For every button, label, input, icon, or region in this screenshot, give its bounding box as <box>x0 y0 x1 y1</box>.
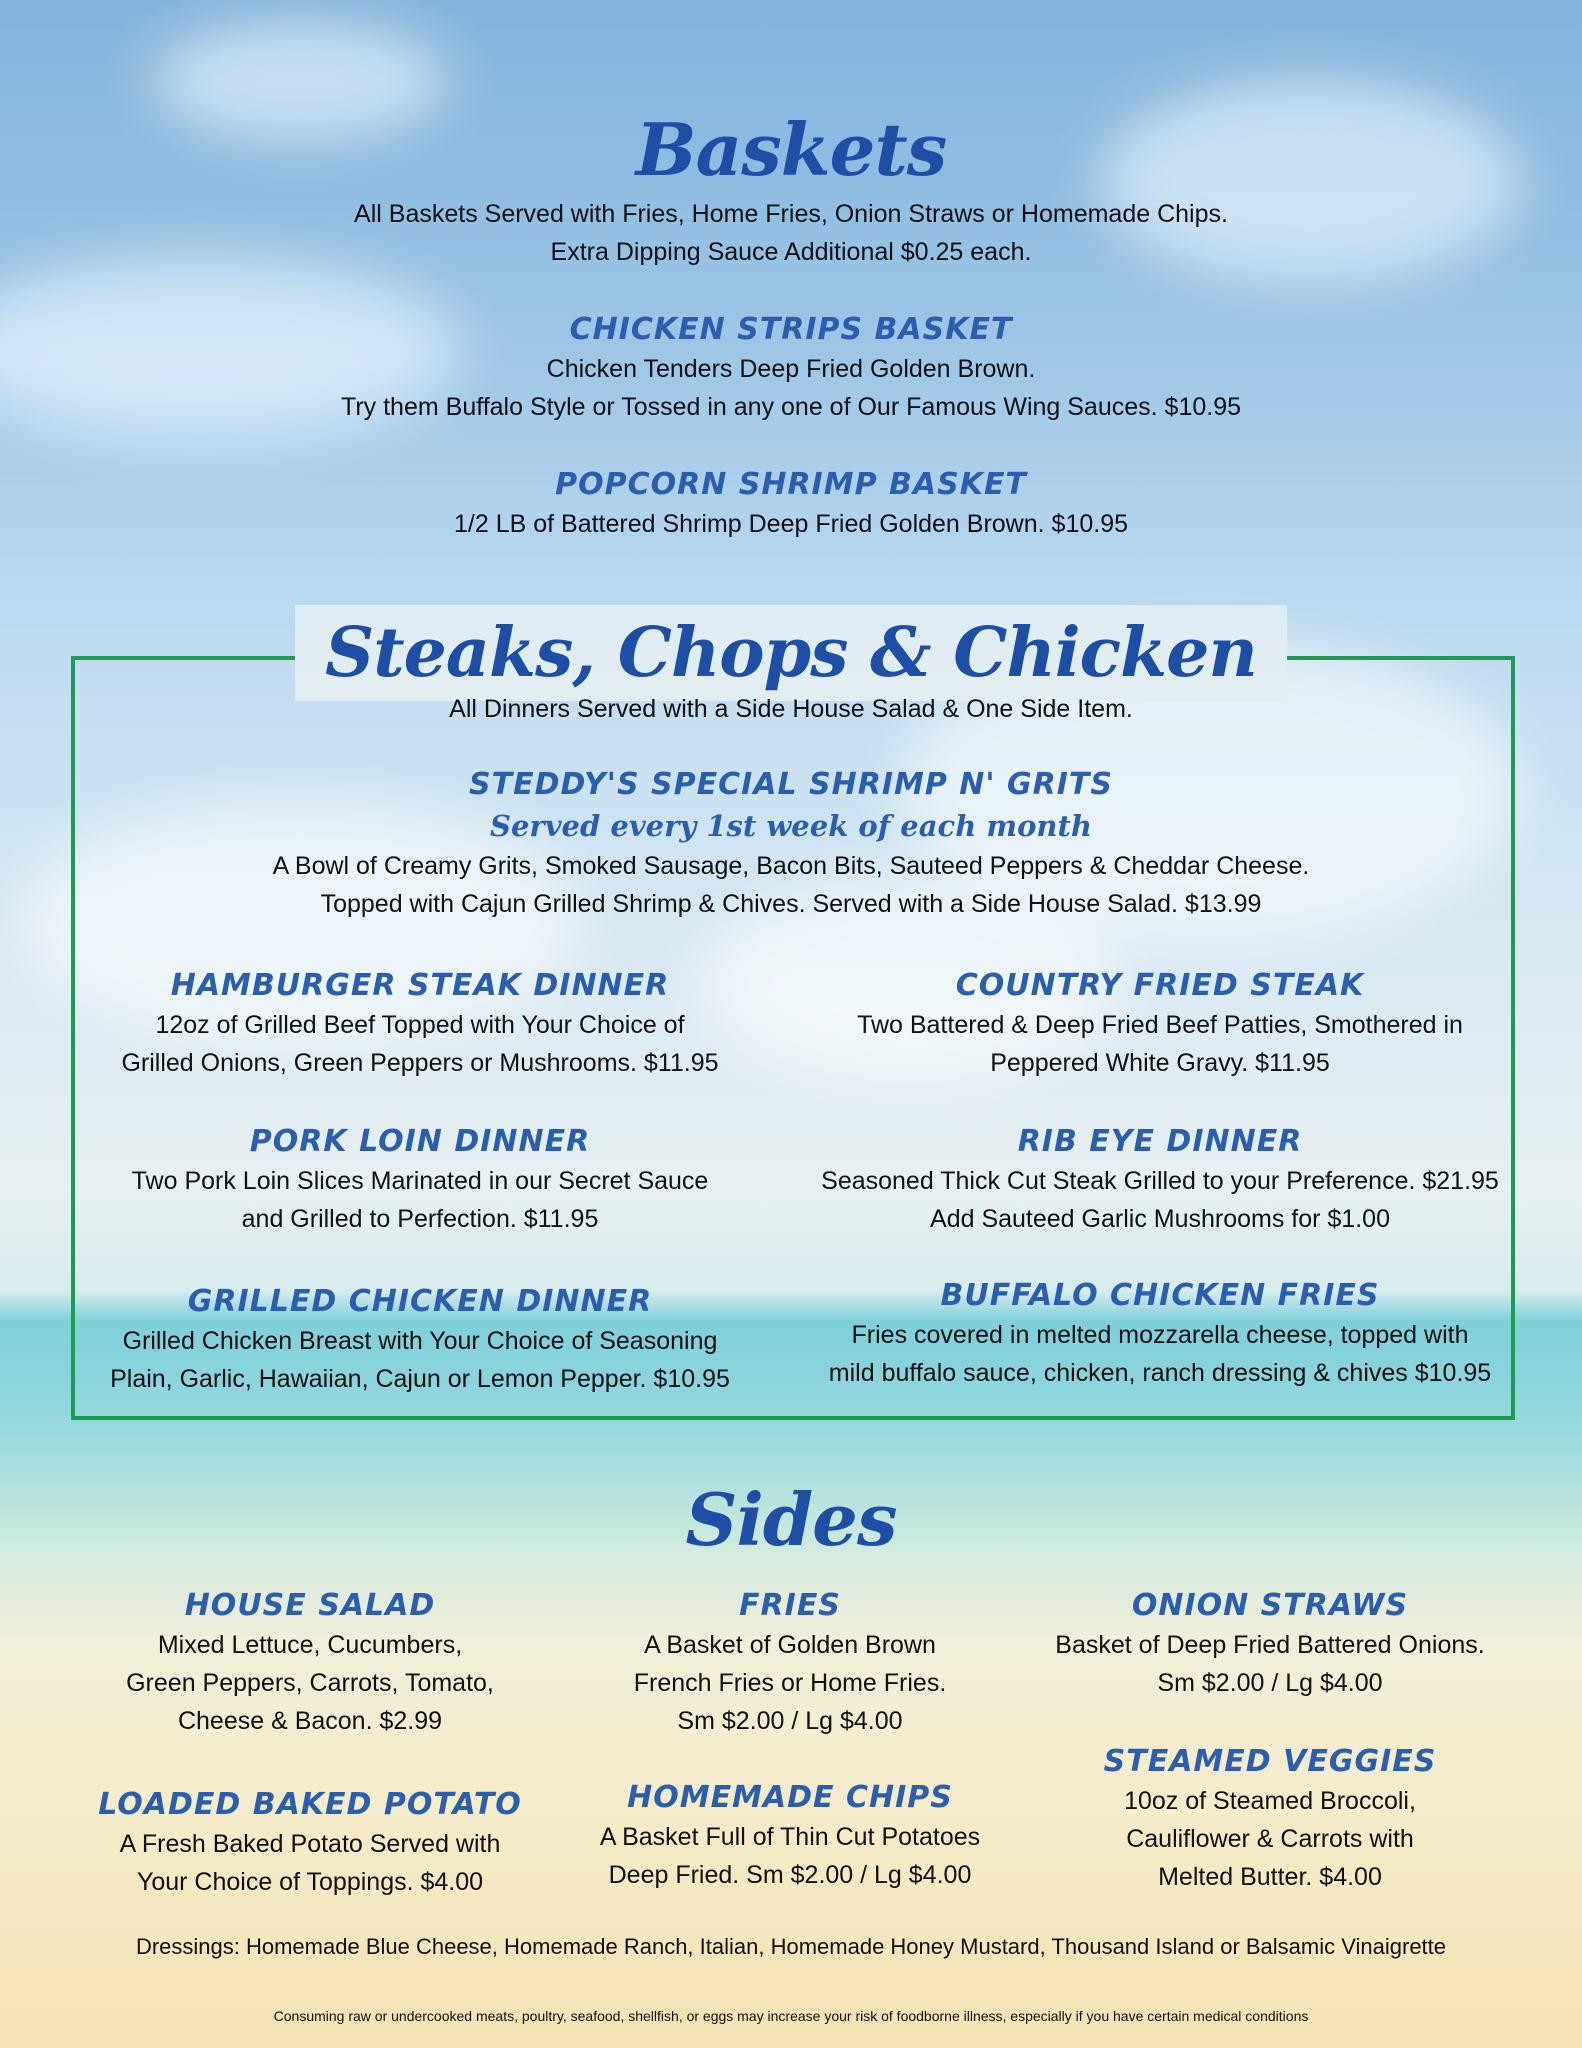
steaks-title-text: Steaks, Chops & Chicken <box>295 605 1287 701</box>
item-name: LOADED BAKED POTATO <box>98 1787 522 1822</box>
baskets-title: Baskets <box>635 107 947 192</box>
steaks-intro <box>0 690 1582 728</box>
item-desc: 10oz of Steamed Broccoli, <box>1124 1787 1416 1815</box>
special-desc: Topped with Cajun Grilled Shrimp & Chives. Served with a Side House Salad. $13.99 <box>320 890 1262 918</box>
item-name: POPCORN SHRIMP BASKET <box>555 467 1027 502</box>
item-desc: French Fries or Home Fries. <box>633 1669 947 1697</box>
item-desc: Green Peppers, Carrots, Tomato, <box>126 1669 494 1697</box>
menu-item <box>100 966 740 1082</box>
item-desc: A Fresh Baked Potato Served with <box>119 1830 501 1858</box>
item-desc: Grilled Onions, Green Peppers or Mushrooms. $11.95 <box>121 1049 719 1077</box>
item-name: PORK LOIN DINNER <box>249 1124 591 1159</box>
item-desc: Two Pork Loin Slices Marinated in our Secret Sauce <box>131 1167 709 1195</box>
menu-item <box>1030 1586 1510 1702</box>
item-desc: Seasoned Thick Cut Steak Grilled to your Preference. $21.95 <box>821 1167 1499 1195</box>
item-name: GRILLED CHICKEN DINNER <box>187 1284 653 1319</box>
item-desc: Your Choice of Toppings. $4.00 <box>136 1868 484 1896</box>
baskets-section <box>0 105 1582 271</box>
item-name: HOMEMADE CHIPS <box>627 1780 953 1815</box>
item-name: CHICKEN STRIPS BASKET <box>569 312 1013 347</box>
item-desc: A Basket Full of Thin Cut Potatoes <box>599 1823 981 1851</box>
baskets-intro-line: All Baskets Served with Fries, Home Fries, Onion Straws or Homemade Chips. <box>354 200 1228 228</box>
menu-item <box>0 310 1582 426</box>
menu-item <box>90 1586 530 1740</box>
menu-item <box>570 1586 1010 1740</box>
item-desc: Grilled Chicken Breast with Your Choice of Seasoning <box>122 1327 718 1355</box>
item-desc: Two Battered & Deep Fried Beef Patties, Smothered in <box>857 1011 1463 1039</box>
item-desc: mild buffalo sauce, chicken, ranch dressing & chives $10.95 <box>828 1359 1492 1387</box>
item-desc: Cauliflower & Carrots with <box>1126 1825 1414 1853</box>
menu-item <box>0 465 1582 543</box>
item-name: COUNTRY FRIED STEAK <box>955 968 1365 1003</box>
item-name: HAMBURGER STEAK DINNER <box>170 968 670 1003</box>
item-desc: Basket of Deep Fried Battered Onions. <box>1055 1631 1485 1659</box>
item-desc: Chicken Tenders Deep Fried Golden Brown. <box>546 355 1036 383</box>
item-name: ONION STRAWS <box>1131 1588 1409 1623</box>
sides-title-text: Sides <box>685 1477 897 1562</box>
item-desc: A Basket of Golden Brown <box>644 1631 936 1659</box>
item-desc: 1/2 LB of Battered Shrimp Deep Fried Golden Brown. $10.95 <box>454 510 1128 538</box>
disclaimer <box>0 2006 1582 2026</box>
item-name: FRIES <box>739 1588 841 1623</box>
special-desc: A Bowl of Creamy Grits, Smoked Sausage, Bacon Bits, Sauteed Peppers & Cheddar Cheese. <box>272 852 1310 880</box>
menu-item <box>1030 1742 1510 1896</box>
item-desc: Sm $2.00 / Lg $4.00 <box>677 1707 903 1735</box>
baskets-intro-line: Extra Dipping Sauce Additional $0.25 each. <box>550 238 1032 266</box>
item-desc: Deep Fried. Sm $2.00 / Lg $4.00 <box>608 1861 972 1889</box>
item-name: HOUSE SALAD <box>184 1588 436 1623</box>
special-subtitle: Served every 1st week of each month <box>490 809 1092 843</box>
menu-item <box>820 1122 1500 1238</box>
dressings-text: Dressings: Homemade Blue Cheese, Homemade Ranch, Italian, Homemade Honey Mustard, Thousand Island or Balsamic Vinaigrette <box>135 1934 1447 1959</box>
item-desc: 12oz of Grilled Beef Topped with Your Choice of <box>155 1011 685 1039</box>
item-desc: Add Sauteed Garlic Mushrooms for $1.00 <box>930 1205 1390 1233</box>
menu-item <box>90 1785 530 1901</box>
menu-item <box>100 1122 740 1238</box>
special-item <box>0 765 1582 923</box>
item-name: STEAMED VEGGIES <box>1103 1744 1437 1779</box>
sides-title <box>0 1472 1582 1568</box>
item-name: BUFFALO CHICKEN FRIES <box>940 1278 1380 1313</box>
item-desc: Plain, Garlic, Hawaiian, Cajun or Lemon Pepper. $10.95 <box>110 1365 730 1393</box>
item-desc: Peppered White Gravy. $11.95 <box>990 1049 1330 1077</box>
menu-item <box>100 1282 740 1398</box>
steaks-title <box>0 605 1582 701</box>
menu-item <box>570 1778 1010 1894</box>
steaks-intro-text: All Dinners Served with a Side House Salad & One Side Item. <box>449 695 1133 723</box>
item-desc: and Grilled to Perfection. $11.95 <box>241 1205 599 1233</box>
item-desc: Cheese & Bacon. $2.99 <box>177 1707 443 1735</box>
disclaimer-text: Consuming raw or undercooked meats, poultry, seafood, shellfish, or eggs may increase your risk of foodborne illness, especially if you have certain medical conditions <box>273 2008 1309 2024</box>
dressings-note <box>0 1928 1582 1966</box>
item-desc: Sm $2.00 / Lg $4.00 <box>1157 1669 1383 1697</box>
item-desc: Try them Buffalo Style or Tossed in any one of Our Famous Wing Sauces. $10.95 <box>341 393 1241 421</box>
item-name: RIB EYE DINNER <box>1017 1124 1303 1159</box>
item-desc: Melted Butter. $4.00 <box>1158 1863 1382 1891</box>
menu-item <box>820 966 1500 1082</box>
special-name: STEDDY'S SPECIAL SHRIMP N' GRITS <box>469 767 1113 802</box>
menu-item <box>820 1276 1500 1392</box>
item-desc: Mixed Lettuce, Cucumbers, <box>157 1631 463 1659</box>
item-desc: Fries covered in melted mozzarella cheese, topped with <box>851 1321 1469 1349</box>
